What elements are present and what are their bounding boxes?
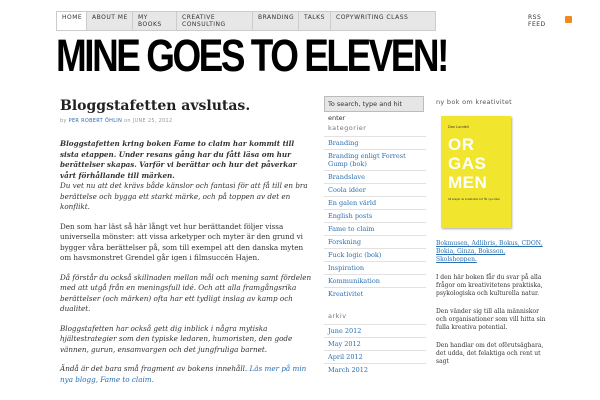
post-paragraph-5 xyxy=(60,364,312,385)
post-lead: Bloggstafetten kring boken Fame to claim har kommit till sista etappen. Under resans gång har du fått läsa om hur berättelser skapas. Varför vi berättar och hur det påverkar vårt förhållande till märken. xyxy=(60,139,297,180)
post-paragraph-2: Den som har läst så här långt vet hur berättandet följer vissa universella mönster: att vissa arketyper och myter är den grund vi bygger våra berättelser på, som till exempel att den danska myten om havsmonstret Grendel går igen i filmsuccén Hajen. xyxy=(60,221,304,262)
sidebar-right xyxy=(436,98,548,366)
categories-list xyxy=(324,136,426,300)
nav-tab-talks[interactable]: TALKS xyxy=(299,12,331,30)
post-paragraph-5-text: Ändå är det bara små fragment av bokens innehåll. xyxy=(60,364,250,373)
book-cover-word: OR xyxy=(448,135,475,154)
book-cover-word: MEN xyxy=(448,173,488,192)
post-paragraph-1: Du vet nu att det krävs både känslor och fantasi för att få till en bra berättelse och bygga ett starkt märke, och på toppen av det en konflikt. xyxy=(60,181,308,211)
search-input[interactable]: To search, type and hit enter xyxy=(324,96,424,112)
archive-item[interactable]: March 2012 xyxy=(324,363,426,376)
byline-on: on xyxy=(124,118,131,124)
post-paragraph-3: Då förstår du också skillnaden mellan mål och mening samt fördelen med att utgå från en meningsfull idé. Och att alla framgångsrika berättelser (och märken) ofta har ett tydligt inslag av kamp och dualitet. xyxy=(60,272,312,313)
post-author[interactable]: PER ROBERT ÖHLIN xyxy=(68,118,123,124)
nav-tab-home[interactable]: HOME xyxy=(57,12,87,30)
category-item[interactable]: English posts xyxy=(324,209,426,222)
archive-item[interactable]: April 2012 xyxy=(324,350,426,363)
category-item[interactable]: Kommunikation xyxy=(324,274,426,287)
sidebar-left xyxy=(324,96,426,376)
book-cover-author: Dan Lundell xyxy=(448,125,469,129)
post-title[interactable]: Bloggstafetten avslutas. xyxy=(60,98,251,114)
book-shops-links[interactable]: Bokmusen, Adlibris, Bokus, CDON, Bokia, Ginza, Boksson, Skolshoppen. xyxy=(436,240,543,263)
book-cover-word: GAS xyxy=(448,154,487,173)
archive-item[interactable]: June 2012 xyxy=(324,324,426,337)
category-item[interactable]: Fame to claim xyxy=(324,222,426,235)
read-more-link[interactable]: Läs mer på min nya blogg, Fame to claim. xyxy=(60,364,307,384)
archive-list xyxy=(324,324,426,376)
rss-icon[interactable] xyxy=(565,16,572,23)
book-cover[interactable] xyxy=(441,116,511,228)
archive-heading: arkiv xyxy=(328,312,347,320)
category-item[interactable]: Forskning xyxy=(324,235,426,248)
book-heading: ny bok om kreativitet xyxy=(436,98,513,106)
post-paragraph-4: Bloggstafetten har också gett dig inblick i några mytiska hjältestrategier som den typiske ledaren, humoristen, den gode vännen, gurun, ensamvargen och det jungfruliga barnet. xyxy=(60,323,293,354)
archive-item[interactable]: May 2012 xyxy=(324,337,426,350)
nav-tab-creative-consulting[interactable]: CREATIVE CONSULTING xyxy=(177,12,253,30)
post-content xyxy=(60,97,312,385)
book-description-1: I den här boken får du svar på alla frågor om kreativitetens praktiska, psykologiska och kulturella natur. xyxy=(436,274,543,297)
category-item[interactable]: En galen värld xyxy=(324,196,426,209)
byline-by: by xyxy=(60,118,67,124)
top-navigation xyxy=(56,11,436,31)
nav-tab-my-books[interactable]: MY BOOKS xyxy=(133,12,177,30)
category-item[interactable]: Fuck logic (bok) xyxy=(324,248,426,261)
post-byline xyxy=(60,118,312,124)
book-cover-subtitle: Så skapar du kreativitet och får nya idéer xyxy=(448,198,500,201)
nav-tab-branding[interactable]: BRANDING xyxy=(253,12,299,30)
category-item[interactable]: Inspiration xyxy=(324,261,426,274)
post-body xyxy=(60,139,312,385)
nav-tab-about-me[interactable]: ABOUT ME xyxy=(87,12,133,30)
category-item[interactable]: Branding enligt Forrest Gump (bok) xyxy=(324,149,426,170)
post-date: JUNE 25, 2012 xyxy=(132,118,173,124)
category-item[interactable]: Brandslave xyxy=(324,170,426,183)
category-item[interactable]: Branding xyxy=(324,136,426,149)
book-description-3: Den handlar om det oförutsägbara, det udda, det felaktiga och rent ut sagt xyxy=(436,342,544,365)
rss-feed-link[interactable]: RSS FEED xyxy=(528,14,546,28)
book-description-2: Den vänder sig till alla människor och organisationer som vill hitta sin fulla kreativa potential. xyxy=(436,308,546,331)
category-item[interactable]: Coola idéer xyxy=(324,183,426,196)
nav-tab-copywriting-class[interactable]: COPYWRITING CLASS xyxy=(336,14,409,21)
category-item[interactable]: Kreativitet xyxy=(324,287,426,300)
categories-heading: kategorier xyxy=(328,124,367,132)
site-banner[interactable]: MINE GOES TO ELEVEN! xyxy=(56,34,447,78)
